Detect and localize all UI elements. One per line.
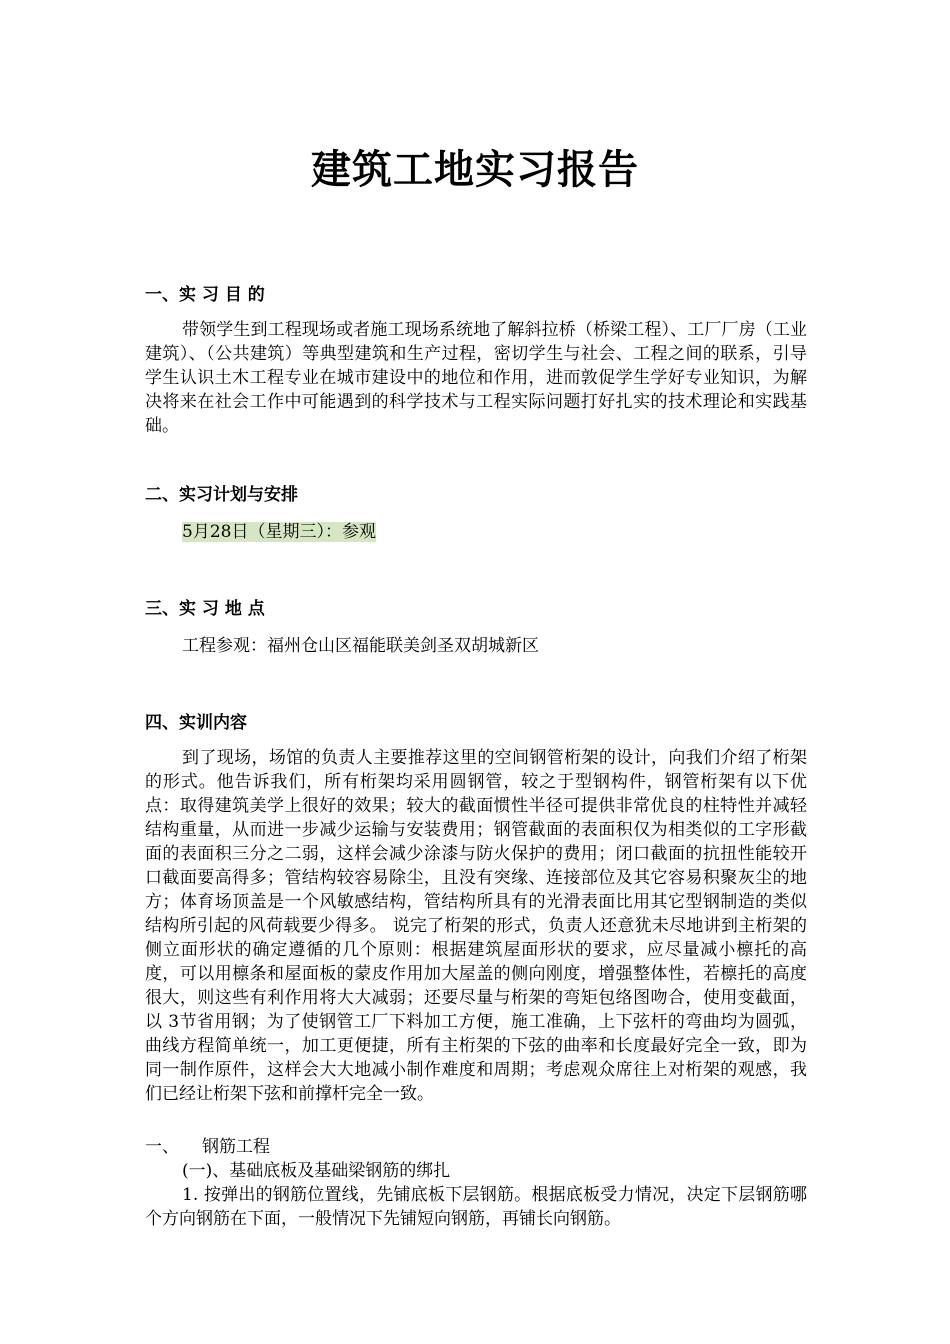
document-title: 建筑工地实习报告 (311, 147, 639, 193)
purpose-paragraph: 带领学生到工程现场或者施工现场系统地了解斜拉桥（桥梁工程）、工厂厂房（工业建筑）、（公共建筑）等典型建筑和生产过程，密切学生与社会、工程之间的联系，引导学生认识土木工程专业在城市建设中的地位和作用，进而敦促学生学好专业知识，为解决将来在社会工作中可能遇到的科学技术与工程实际问题打好扎实的技术理论和实践基础。 (145, 320, 807, 436)
plan-item-highlight: 5月28日（星期三）：参观 (182, 522, 376, 542)
rebar-step-1: 1. 按弹出的钢筋位置线，先铺底板下层钢筋。根据底板受力情况，决定下层钢筋哪个方向钢筋在下面，一般情况下先铺短向钢筋，再铺长向钢筋。 (145, 1185, 807, 1229)
plan-item (182, 520, 376, 544)
rebar-number: 一、 (145, 1137, 179, 1157)
section-heading-purpose: 一、实 习 目 的 (145, 285, 265, 305)
section-heading-location: 三、实 习 地 点 (145, 599, 265, 619)
content-paragraph: 到了现场，场馆的负责人主要推荐这里的空间钢管桁架的设计，向我们介绍了桁架的形式。他告诉我们，所有桁架均采用圆钢管，较之于型钢构件，钢管桁架有以下优点：取得建筑美学上很好的效果；较大的截面惯性半径可提供非常优良的柱特性并减轻结构重量，从而进一步减少运输与安装费用；钢管截面的表面积仅为相类似的工字形截面的表面积三分之二弱，这样会减少涂漆与防火保护的费用；闭口截面的抗扭性能较开口截面要高得多；管结构较容易除尘，且没有突缘、连接部位及其它容易积聚灰尘的地方；体育场顶盖是一个风敏感结构，管结构所具有的光滑表面比用其它型钢制造的类似结构所引起的风荷载要少得多。 说完了桁架的形式，负责人还意犹未尽地讲到主桁架的侧立面形状的确定遵循的几个原则：根据建筑屋面形状的要求，应尽量减小檩托的高度，可以用檩条和屋面板的蒙皮作用加大屋盖的侧向刚度，增强整体性，若檩托的高度很大，则这些有利作用将大大减弱；还要尽量与桁架的弯矩包络图吻合，使用变截面，以 3节省用钢；为了使钢管工厂下料加工方便，施工准确，上下弦杆的弯曲均为圆弧，曲线方程简单统一，加工更便捷，所有主桁架的下弦的曲率和长度最好完全一致，即为同一制作原件，这样会大大地减小制作难度和周期；考虑观众席往上对桁架的观感，我们已经让桁架下弦和前撑杆完全一致。 (145, 748, 807, 1104)
section-heading-plan: 二、实习计划与安排 (145, 485, 298, 505)
location-text: 工程参观：福州仓山区福能联美剑圣双胡城新区 (182, 636, 539, 656)
section-heading-content: 四、实训内容 (145, 713, 247, 733)
rebar-subheading: (一)、基础底板及基础梁钢筋的绑扎 (182, 1161, 451, 1181)
rebar-title: 钢筋工程 (202, 1137, 270, 1157)
